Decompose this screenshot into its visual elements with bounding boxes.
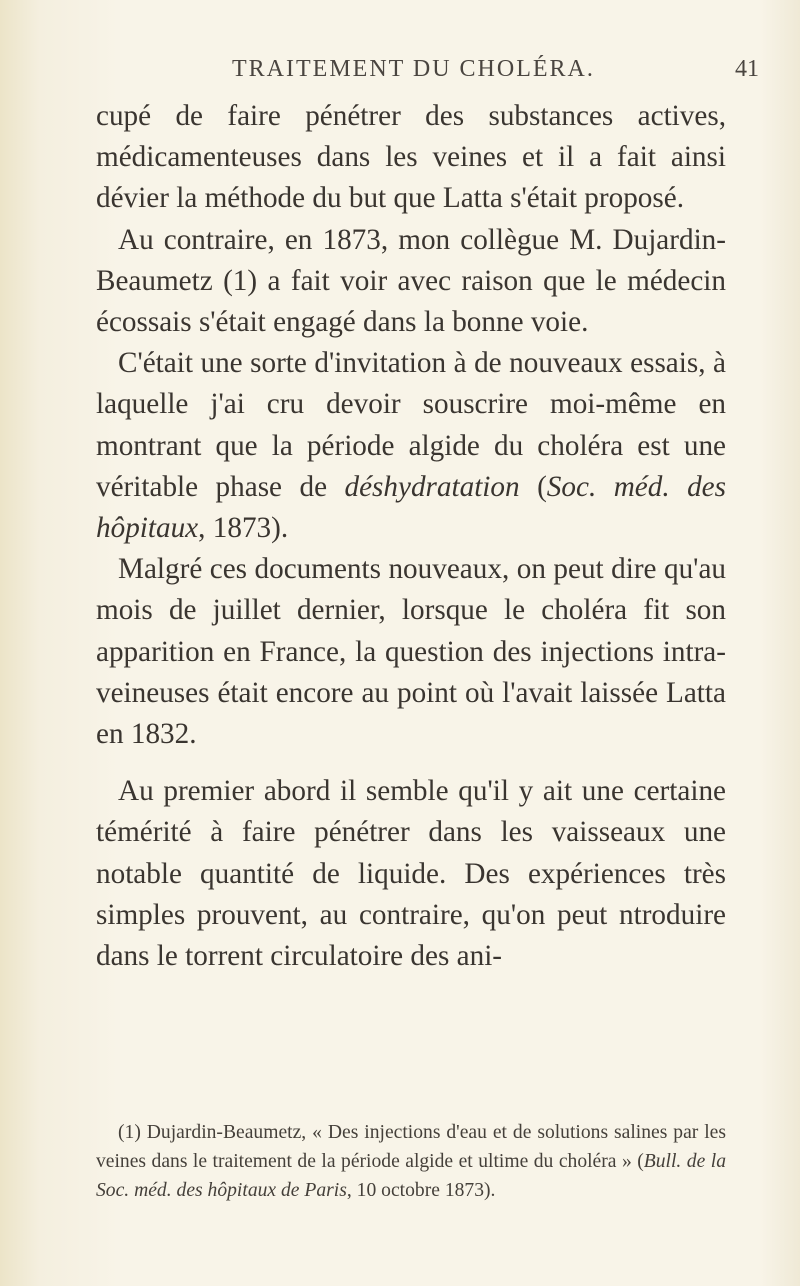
paragraph-4: Malgré ces documents nouveaux, on peut dire qu'au mois de juillet dernier, lorsque le choléra fit son apparition en France, la question des injections intra-veineuses était encore au point où l'avait laissée Latta en 1832.	[96, 553, 726, 751]
paragraph-3-source: Soc. méd. des hôpitaux	[96, 470, 726, 545]
running-head: TRAITEMENT DU CHOLÉRA.	[232, 56, 595, 82]
paragraph-3-text: C'était une sorte d'invitation à de nouveaux essais, à laquelle j'ai cru devoir souscrire moi-même en montrant que la période algide du choléra est une véritable phase de	[96, 347, 726, 503]
footnotes	[96, 1118, 726, 1205]
paragraph-2: Au contraire, en 1873, mon collègue M. Dujardin-Beaumetz (1) a fait voir avec raison que le médecin écossais s'était engagé dans la bonne voie.	[96, 223, 726, 339]
paragraph-3-italic-term: déshydratation	[344, 470, 520, 503]
footnote-1-text: (1) Dujardin-Beaumetz, « Des injections d'eau et de solutions salines par les veines dans le traitement de la période algide et ultime du choléra » (	[96, 1122, 726, 1172]
footnote-1-date: , 10 octobre 1873).	[346, 1180, 496, 1201]
paragraph-3-date: , 1873).	[198, 512, 289, 545]
body-text	[96, 96, 726, 977]
footnote-1	[96, 1118, 726, 1205]
page-header	[0, 56, 800, 84]
paragraph-3	[96, 343, 726, 549]
paragraph-5: Au premier abord il semble qu'il y ait une certaine témérité à faire pénétrer dans les vaisseaux une notable quantité de liquide. Des expériences très simples prouvent, au contraire, qu'on peut ntroduire dans le torrent circulatoire des ani-	[96, 775, 726, 973]
paragraph-3-paren: (	[519, 470, 547, 503]
paragraph-1: cupé de faire pénétrer des substances actives, médicamenteuses dans les veines et il a fait ainsi dévier la méthode du but que Latta s'était proposé.	[96, 100, 726, 215]
page-number: 41	[735, 56, 759, 82]
footnote-1-source: Bull. de la Soc. méd. des hôpitaux de Paris	[96, 1151, 726, 1201]
